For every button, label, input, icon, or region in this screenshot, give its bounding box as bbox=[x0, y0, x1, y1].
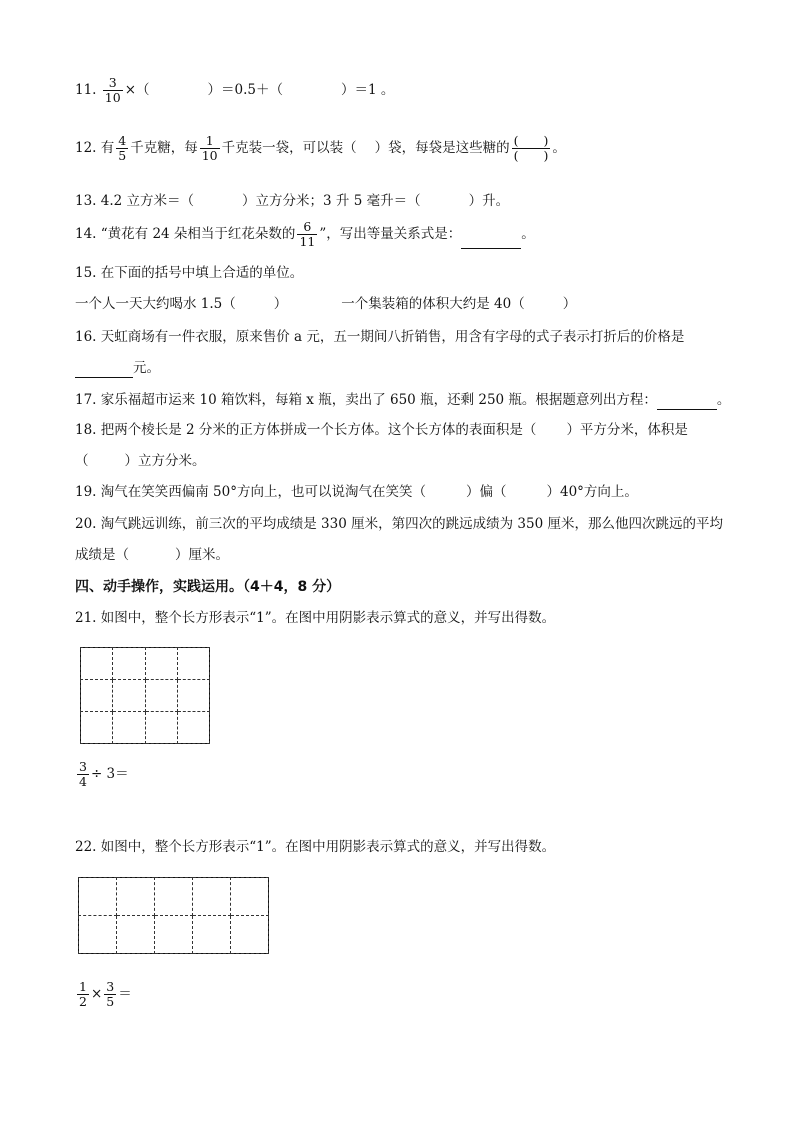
question-14: 14. “黄花有 24 朵相当于红花朵数的 $\frac{6}{11}$ ”，写出等量关系式是： 。 bbox=[75, 219, 535, 249]
question-12: 12. 有 $\frac{4}{5}$ 千克糖，每 $\frac{1}{10}$ 千克装一袋，可以装（ ）袋，每袋是这些糖的 $\frac{( )}{( )}$ 。 bbox=[75, 133, 566, 163]
question-13: 13. 4.2 立方米＝（ ）立方分米；3 升 5 毫升＝（ ）升。 bbox=[75, 193, 510, 209]
fraction: $\frac{3}{4}$ bbox=[79, 759, 87, 789]
rectangle-grid-2x5[interactable] bbox=[78, 877, 269, 954]
section-title: 四、动手操作，实践运用。（4＋4，8 分） bbox=[75, 579, 341, 595]
question-18-line2: （ ）立方分米。 bbox=[75, 453, 206, 469]
question-21: 21. 如图中，整个长方形表示“1”。在图中用阴影表示算式的意义，并写出得数。 bbox=[75, 610, 556, 626]
fraction: $\frac{6}{11}$ bbox=[299, 219, 316, 249]
fraction: $\frac{1}{10}$ bbox=[201, 133, 218, 163]
question-19: 19. 淘气在笑笑西偏南 50°方向上，也可以说淘气在笑笑（ ）偏（ ）40°方向上。 bbox=[75, 484, 638, 500]
question-16-line2: 元。 bbox=[75, 358, 160, 378]
question-15-sub: 一个人一天大约喝水 1.5（ ） 一个集装箱的体积大约是 40（ ） bbox=[75, 296, 577, 312]
question-16: 16. 天虹商场有一件衣服，原来售价 a 元，五一期间八折销售，用含有字母的式子表示打折后的价格是 bbox=[75, 329, 685, 345]
answer-blank[interactable] bbox=[461, 234, 521, 249]
answer-blank[interactable] bbox=[75, 363, 133, 378]
question-18: 18. 把两个棱长是 2 分米的正方体拼成一个长方体。这个长方体的表面积是（ ）平方分米，体积是 bbox=[75, 422, 688, 438]
answer-blank[interactable] bbox=[657, 395, 717, 410]
fraction: $\frac{4}{5}$ bbox=[118, 133, 127, 163]
question-20: 20. 淘气跳远训练，前三次的平均成绩是 330 厘米，第四次的跳远成绩为 350 厘米，那么他四次跳远的平均 bbox=[75, 516, 723, 532]
rectangle-grid-3x4[interactable] bbox=[80, 647, 210, 744]
question-15: 15. 在下面的括号中填上合适的单位。 bbox=[75, 265, 304, 281]
fraction: $\frac{3}{5}$ bbox=[106, 979, 115, 1009]
question-22: 22. 如图中，整个长方形表示“1”。在图中用阴影表示算式的意义，并写出得数。 bbox=[75, 839, 556, 855]
question-11: 11. $\frac{3}{10}$ ×（ ）＝0.5＋（ ）＝1 。 bbox=[75, 75, 395, 105]
fraction-blank: $\frac{( )}{( )}$ bbox=[513, 133, 549, 163]
question-17: 17. 家乐福超市运来 10 箱饮料，每箱 x 瓶，卖出了 650 瓶，还剩 250 瓶。根据题意列出方程： 。 bbox=[75, 392, 731, 408]
fraction: $\frac{1}{2}$ bbox=[79, 979, 87, 1009]
question-21-expression: $\frac{3}{4}$ ÷ 3＝ bbox=[79, 759, 129, 789]
question-20-line2: 成绩是（ ）厘米。 bbox=[75, 547, 229, 563]
question-22-expression: $\frac{1}{2}$ × $\frac{3}{5}$ ＝ bbox=[79, 979, 132, 1009]
fraction: $\frac{3}{10}$ bbox=[104, 75, 121, 105]
